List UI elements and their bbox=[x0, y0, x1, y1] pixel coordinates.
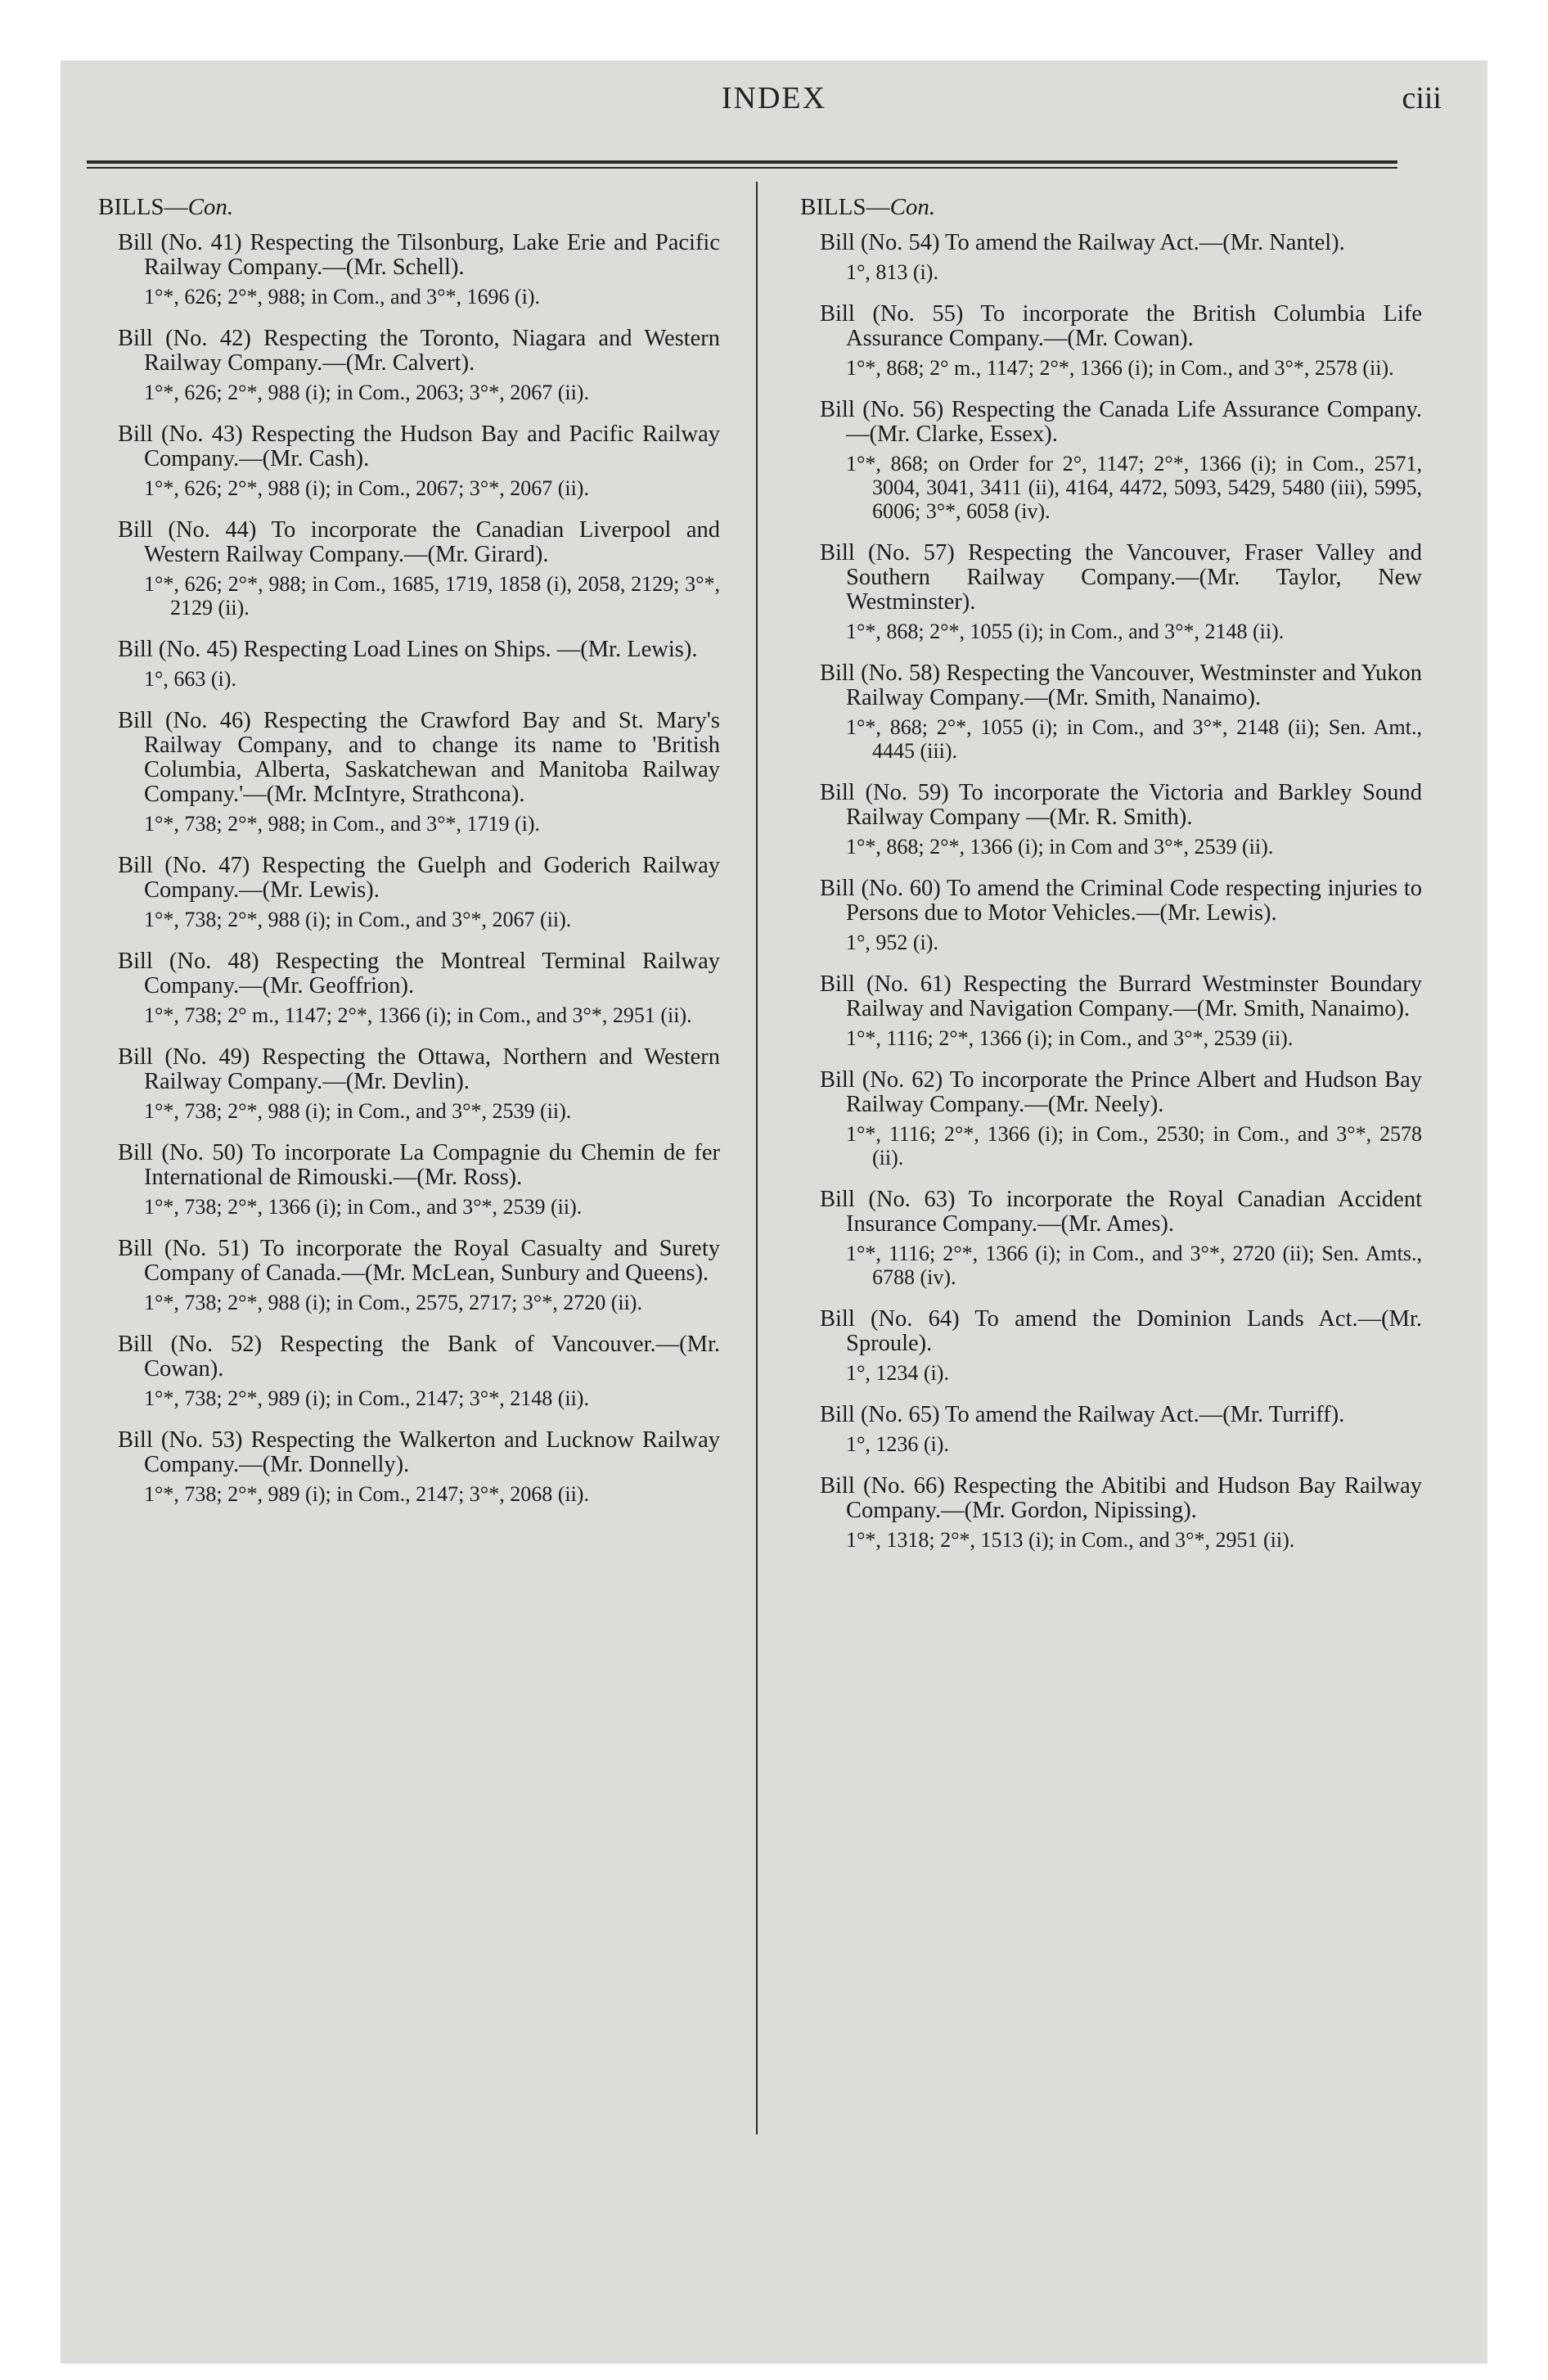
bill-title: Bill (No. 45) Respecting Load Lines on Ships. —(Mr. Lewis). bbox=[118, 637, 698, 662]
bill-references: 1°*, 868; 2°*, 1055 (i); in Com., and 3°*, 2148 (ii). bbox=[846, 620, 1285, 643]
entry-list bbox=[800, 231, 1422, 1552]
bill-title: Bill (No. 50) To incorporate La Compagnie du Chemin de fer International de Rimouski.—(Mr. Ross). bbox=[118, 1140, 720, 1190]
bill-entry bbox=[800, 541, 1422, 643]
bill-title: Bill (No. 43) Respecting the Hudson Bay and Pacific Railway Company.—(Mr. Cash). bbox=[118, 421, 720, 471]
bill-references: 1°*, 626; 2°*, 988 (i); in Com., 2067; 3°*, 2067 (ii). bbox=[144, 476, 589, 500]
bill-references: 1°*, 738; 2° m., 1147; 2°*, 1366 (i); in Com., and 3°*, 2951 (ii). bbox=[144, 1003, 692, 1027]
page-number: ciii bbox=[1402, 81, 1442, 115]
bill-title: Bill (No. 58) Respecting the Vancouver, Westminster and Yukon Railway Company.—(Mr. Smith, Nanaimo). bbox=[820, 660, 1422, 710]
bill-references: 1°*, 1116; 2°*, 1366 (i); in Com., and 3°*, 2539 (ii). bbox=[846, 1026, 1294, 1050]
bill-entry bbox=[800, 1307, 1422, 1385]
bill-title: Bill (No. 61) Respecting the Burrard Westminster Boundary Railway and Navigation Company.—(Mr. Smith, Nanaimo). bbox=[820, 971, 1422, 1021]
section-heading: BILLS—Con. bbox=[800, 194, 936, 220]
bill-title: Bill (No. 52) Respecting the Bank of Vancouver.—(Mr. Cowan). bbox=[118, 1332, 720, 1382]
bill-entry bbox=[800, 1474, 1422, 1552]
bill-references: 1°*, 738; 2°*, 988 (i); in Com., and 3°*, 2539 (ii). bbox=[144, 1099, 572, 1123]
bill-references: 1°*, 868; 2° m., 1147; 2°*, 1366 (i); in Com., and 3°*, 2578 (ii). bbox=[846, 356, 1394, 380]
bill-title: Bill (No. 60) To amend the Criminal Code respecting injuries to Persons due to Motor Vehicles.—(Mr. Lewis). bbox=[820, 876, 1422, 926]
bill-title: Bill (No. 53) Respecting the Walkerton and Lucknow Railway Company.—(Mr. Donnelly). bbox=[118, 1427, 720, 1477]
bill-references: 1°, 663 (i). bbox=[144, 667, 236, 691]
bill-references: 1°*, 738; 2°*, 988; in Com., and 3°*, 1719 (i). bbox=[144, 812, 541, 836]
bill-entry bbox=[98, 854, 720, 931]
bill-references: 1°, 952 (i). bbox=[846, 931, 938, 954]
bill-references: 1°*, 738; 2°*, 988 (i); in Com., 2575, 2717; 3°*, 2720 (ii). bbox=[144, 1291, 642, 1314]
bill-entry bbox=[800, 661, 1422, 763]
left-column bbox=[98, 195, 720, 1524]
bill-title: Bill (No. 41) Respecting the Tilsonburg, Lake Erie and Pacific Railway Company.—(Mr. Schell). bbox=[118, 230, 720, 280]
bill-entry bbox=[98, 1332, 720, 1410]
section-continued: Con. bbox=[187, 194, 234, 220]
bill-entry bbox=[800, 1403, 1422, 1456]
bill-title: Bill (No. 46) Respecting the Crawford Bay and St. Mary's Railway Company, and to change its name to 'British Columbia, Alberta, Saskatchewan and Manitoba Railway Company.'—(Mr. McIntyre, Strathcona). bbox=[118, 708, 720, 807]
bill-title: Bill (No. 62) To incorporate the Prince Albert and Hudson Bay Railway Company.—(Mr. Neely). bbox=[820, 1067, 1422, 1117]
bill-references: 1°*, 738; 2°*, 989 (i); in Com., 2147; 3°*, 2068 (ii). bbox=[144, 1482, 589, 1506]
bill-title: Bill (No. 55) To incorporate the British Columbia Life Assurance Company.—(Mr. Cowan). bbox=[820, 301, 1422, 351]
bill-references: 1°*, 868; on Order for 2°, 1147; 2°*, 1366 (i); in Com., 2571, 3004, 3041, 3411 (ii), 4164, 4472, 5093, 5429, 5480 (iii), 5995, 6006; 3°*, 6058 (iv). bbox=[846, 452, 1422, 523]
bill-title: Bill (No. 59) To incorporate the Victoria and Barkley Sound Railway Company —(Mr. R. Smith). bbox=[820, 780, 1422, 830]
bill-references: 1°*, 738; 2°*, 988 (i); in Com., and 3°*, 2067 (ii). bbox=[144, 908, 572, 931]
bill-entry bbox=[800, 398, 1422, 523]
bill-references: 1°, 813 (i). bbox=[846, 260, 938, 284]
bill-references: 1°, 1236 (i). bbox=[846, 1432, 949, 1456]
bill-entry bbox=[98, 1045, 720, 1123]
right-column bbox=[800, 195, 1422, 1570]
bill-entry bbox=[98, 638, 720, 691]
bill-entry bbox=[98, 422, 720, 500]
bill-title: Bill (No. 49) Respecting the Ottawa, Northern and Western Railway Company.—(Mr. Devlin). bbox=[118, 1044, 720, 1094]
bill-title: Bill (No. 57) Respecting the Vancouver, Fraser Valley and Southern Railway Company.—(Mr. Taylor, New Westminster). bbox=[820, 540, 1422, 615]
bill-entry bbox=[98, 231, 720, 309]
bill-entry bbox=[98, 518, 720, 620]
bill-references: 1°*, 1318; 2°*, 1513 (i); in Com., and 3°*, 2951 (ii). bbox=[846, 1528, 1295, 1552]
bill-title: Bill (No. 51) To incorporate the Royal Casualty and Surety Company of Canada.—(Mr. McLean, Sunbury and Queens). bbox=[118, 1236, 720, 1286]
page-header bbox=[0, 80, 1548, 129]
bill-entry bbox=[98, 1237, 720, 1314]
bill-entry bbox=[800, 877, 1422, 954]
bill-title: Bill (No. 54) To amend the Railway Act.—(Mr. Nantel). bbox=[820, 230, 1345, 255]
bill-references: 1°*, 738; 2°*, 1366 (i); in Com., and 3°*, 2539 (ii). bbox=[144, 1195, 583, 1219]
bill-references: 1°*, 626; 2°*, 988 (i); in Com., 2063; 3°*, 2067 (ii). bbox=[144, 381, 589, 404]
bill-references: 1°*, 868; 2°*, 1366 (i); in Com and 3°*, 2539 (ii). bbox=[846, 835, 1274, 859]
header-rule bbox=[87, 160, 1397, 164]
bill-references: 1°*, 626; 2°*, 988; in Com., 1685, 1719, 1858 (i), 2058, 2129; 3°*, 2129 (ii). bbox=[144, 572, 720, 620]
section-name: BILLS bbox=[98, 194, 164, 220]
bill-title: Bill (No. 56) Respecting the Canada Life Assurance Company.—(Mr. Clarke, Essex). bbox=[820, 397, 1422, 447]
bill-title: Bill (No. 44) To incorporate the Canadian Liverpool and Western Railway Company.—(Mr. Girard). bbox=[118, 517, 720, 567]
section-heading: BILLS—Con. bbox=[98, 194, 234, 220]
bill-entry bbox=[800, 972, 1422, 1050]
section-name: BILLS bbox=[800, 194, 866, 220]
bill-title: Bill (No. 42) Respecting the Toronto, Niagara and Western Railway Company.—(Mr. Calvert). bbox=[118, 326, 720, 376]
entry-list bbox=[98, 231, 720, 1506]
bill-entry bbox=[98, 709, 720, 836]
bill-references: 1°, 1234 (i). bbox=[846, 1361, 949, 1385]
bill-entry bbox=[800, 302, 1422, 380]
bill-entry bbox=[800, 1068, 1422, 1170]
bill-title: Bill (No. 65) To amend the Railway Act.—(Mr. Turriff). bbox=[820, 1402, 1345, 1427]
bill-title: Bill (No. 64) To amend the Dominion Lands Act.—(Mr. Sproule). bbox=[820, 1306, 1422, 1356]
bill-entry bbox=[800, 1188, 1422, 1289]
bill-entry bbox=[98, 949, 720, 1027]
header-rule-thin bbox=[87, 167, 1397, 169]
section-continued: Con. bbox=[889, 194, 936, 220]
bill-references: 1°*, 868; 2°*, 1055 (i); in Com., and 3°*, 2148 (ii); Sen. Amt., 4445 (iii). bbox=[846, 715, 1422, 763]
bill-entry bbox=[98, 327, 720, 404]
bill-entry bbox=[800, 231, 1422, 284]
bill-entry bbox=[800, 781, 1422, 859]
bill-entry bbox=[98, 1428, 720, 1506]
bill-references: 1°*, 1116; 2°*, 1366 (i); in Com., and 3°*, 2720 (ii); Sen. Amts., 6788 (iv). bbox=[846, 1242, 1422, 1289]
bill-references: 1°*, 738; 2°*, 989 (i); in Com., 2147; 3°*, 2148 (ii). bbox=[144, 1386, 589, 1410]
column-divider bbox=[756, 182, 758, 2134]
bill-references: 1°*, 626; 2°*, 988; in Com., and 3°*, 1696 (i). bbox=[144, 285, 541, 309]
bill-title: Bill (No. 47) Respecting the Guelph and Goderich Railway Company.—(Mr. Lewis). bbox=[118, 853, 720, 903]
page-title: INDEX bbox=[721, 81, 827, 115]
bill-title: Bill (No. 66) Respecting the Abitibi and Hudson Bay Railway Company.—(Mr. Gordon, Nipissing). bbox=[820, 1473, 1422, 1523]
bill-title: Bill (No. 48) Respecting the Montreal Terminal Railway Company.—(Mr. Geoffrion). bbox=[118, 949, 720, 998]
bill-title: Bill (No. 63) To incorporate the Royal Canadian Accident Insurance Company.—(Mr. Ames). bbox=[820, 1187, 1422, 1237]
bill-references: 1°*, 1116; 2°*, 1366 (i); in Com., 2530; in Com., and 3°*, 2578 (ii). bbox=[846, 1122, 1422, 1170]
bill-entry bbox=[98, 1141, 720, 1219]
